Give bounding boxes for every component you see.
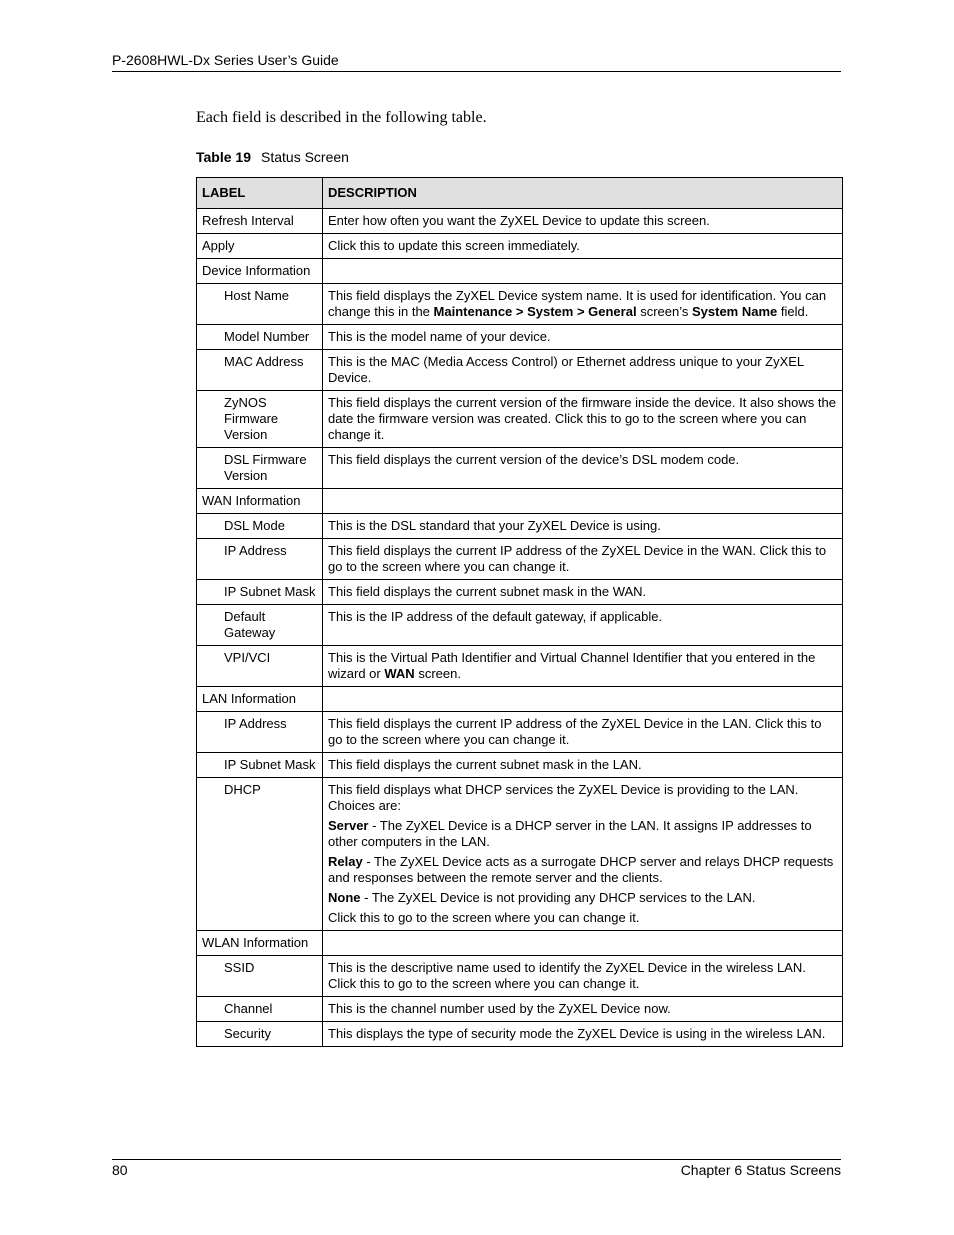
- table-row: [197, 259, 843, 284]
- description-text: field.: [777, 304, 809, 319]
- row-description: [323, 580, 843, 605]
- table-row: [197, 325, 843, 350]
- row-description: [323, 712, 843, 753]
- table-row: [197, 234, 843, 259]
- description-paragraph: [328, 716, 837, 748]
- status-screen-table: [196, 177, 843, 1047]
- row-label: Default Gateway: [197, 605, 323, 646]
- row-label: IP Address: [197, 712, 323, 753]
- column-header-label: LABEL: [197, 178, 323, 209]
- row-label: VPI/VCI: [197, 646, 323, 687]
- table-row: [197, 687, 843, 712]
- table-row: [197, 931, 843, 956]
- table-row: [197, 539, 843, 580]
- description-text: This field displays the current IP address of the ZyXEL Device in the LAN. Click this to go to the screen where you can change it.: [328, 716, 822, 747]
- description-text: This is the model name of your device.: [328, 329, 551, 344]
- bold-term: System Name: [691, 304, 778, 319]
- table-row: [197, 778, 843, 931]
- description-paragraph: [328, 584, 837, 600]
- description-text: This field displays the current subnet mask in the WAN.: [328, 584, 647, 599]
- table-row: [197, 712, 843, 753]
- table-row: [197, 997, 843, 1022]
- description-paragraph: [328, 288, 837, 320]
- bold-term: Relay: [328, 854, 363, 869]
- table-row: [197, 580, 843, 605]
- description-paragraph: [328, 452, 837, 468]
- description-text: This field displays the ZyXEL Device system name. It is used for identification. You can change this in the: [328, 288, 827, 319]
- row-label: MAC Address: [197, 350, 323, 391]
- row-description: [323, 209, 843, 234]
- row-label: Security: [197, 1022, 323, 1047]
- row-description: [323, 997, 843, 1022]
- table-body: [197, 209, 843, 1047]
- table-row: [197, 605, 843, 646]
- description-paragraph: [328, 960, 837, 992]
- table-header-row: [197, 178, 843, 209]
- description-text: This displays the type of security mode the ZyXEL Device is using in the wireless LAN.: [328, 1026, 826, 1041]
- row-label: IP Subnet Mask: [197, 753, 323, 778]
- table-row: [197, 284, 843, 325]
- table-row: [197, 514, 843, 539]
- row-description: [323, 391, 843, 448]
- row-description: [323, 687, 843, 712]
- table-caption: [196, 149, 349, 166]
- table-row: [197, 489, 843, 514]
- description-text: This is the channel number used by the ZyXEL Device now.: [328, 1001, 671, 1016]
- row-description: [323, 956, 843, 997]
- row-label: SSID: [197, 956, 323, 997]
- description-paragraph: [328, 650, 837, 682]
- description-paragraph: [328, 854, 837, 886]
- description-text: Click this to update this screen immediately.: [328, 238, 580, 253]
- row-description: [323, 448, 843, 489]
- description-text: - The ZyXEL Device acts as a surrogate DHCP server and relays DHCP requests and responses between the remote server and the clients.: [328, 854, 834, 885]
- description-paragraph: [328, 238, 837, 254]
- table-row: [197, 753, 843, 778]
- description-paragraph: [328, 890, 837, 906]
- column-header-description: DESCRIPTION: [323, 178, 843, 209]
- row-label: Device Information: [197, 259, 323, 284]
- row-label: ZyNOS Firmware Version: [197, 391, 323, 448]
- description-paragraph: [328, 354, 837, 386]
- table-row: [197, 391, 843, 448]
- table-caption-number: Table 19: [196, 149, 251, 165]
- description-text: This field displays the current subnet mask in the LAN.: [328, 757, 642, 772]
- description-paragraph: [328, 757, 837, 773]
- row-description: [323, 539, 843, 580]
- bold-term: None: [328, 890, 361, 905]
- table-row: [197, 956, 843, 997]
- table-caption-title: Status Screen: [261, 149, 349, 165]
- row-label: Host Name: [197, 284, 323, 325]
- description-text: This field displays the current IP address of the ZyXEL Device in the WAN. Click this to go to the screen where you can change it.: [328, 543, 827, 574]
- header-rule: [112, 71, 841, 72]
- description-text: screen.: [414, 666, 461, 681]
- description-paragraph: [328, 782, 837, 814]
- row-label: DSL Firmware Version: [197, 448, 323, 489]
- description-paragraph: [328, 818, 837, 850]
- row-label: Apply: [197, 234, 323, 259]
- row-label: IP Subnet Mask: [197, 580, 323, 605]
- description-text: This is the DSL standard that your ZyXEL Device is using.: [328, 518, 661, 533]
- bold-term: WAN: [384, 666, 415, 681]
- description-text: This field displays what DHCP services the ZyXEL Device is providing to the LAN. Choices are:: [328, 782, 799, 813]
- row-description: [323, 325, 843, 350]
- description-paragraph: [328, 395, 837, 443]
- row-label: Channel: [197, 997, 323, 1022]
- description-paragraph: [328, 1026, 837, 1042]
- running-header: P-2608HWL-Dx Series User’s Guide: [112, 52, 339, 68]
- description-paragraph: [328, 1001, 837, 1017]
- description-text: Enter how often you want the ZyXEL Device to update this screen.: [328, 213, 710, 228]
- row-description: [323, 646, 843, 687]
- table-row: [197, 448, 843, 489]
- row-label: WLAN Information: [197, 931, 323, 956]
- row-description: [323, 259, 843, 284]
- chapter-title: Chapter 6 Status Screens: [680, 1162, 841, 1178]
- row-description: [323, 350, 843, 391]
- description-text: This is the IP address of the default gateway, if applicable.: [328, 609, 663, 624]
- row-description: [323, 514, 843, 539]
- bold-term: Maintenance > System > General: [433, 304, 637, 319]
- description-text: This is the descriptive name used to identify the ZyXEL Device in the wireless LAN. Click this to go to the screen where you can change it.: [328, 960, 806, 991]
- intro-text: Each field is described in the following table.: [196, 109, 487, 126]
- description-text: Click this to go to the screen where you can change it.: [328, 910, 640, 925]
- row-description: [323, 284, 843, 325]
- row-label: DSL Mode: [197, 514, 323, 539]
- description-paragraph: [328, 543, 837, 575]
- page-number: 80: [112, 1162, 128, 1178]
- description-text: - The ZyXEL Device is not providing any DHCP services to the LAN.: [360, 890, 756, 905]
- description-text: This is the MAC (Media Access Control) or Ethernet address unique to your ZyXEL Device.: [328, 354, 804, 385]
- bold-term: Server: [328, 818, 369, 833]
- description-text: screen’s: [636, 304, 692, 319]
- table-row: [197, 646, 843, 687]
- row-label: IP Address: [197, 539, 323, 580]
- row-label: WAN Information: [197, 489, 323, 514]
- description-paragraph: [328, 910, 837, 926]
- description-text: This field displays the current version of the device’s DSL modem code.: [328, 452, 740, 467]
- row-description: [323, 1022, 843, 1047]
- description-paragraph: [328, 213, 837, 229]
- row-label: LAN Information: [197, 687, 323, 712]
- row-description: [323, 778, 843, 931]
- table-row: [197, 1022, 843, 1047]
- row-description: [323, 489, 843, 514]
- description-text: - The ZyXEL Device is a DHCP server in the LAN. It assigns IP addresses to other computers in the LAN.: [328, 818, 812, 849]
- footer-rule: [112, 1159, 841, 1160]
- description-text: This is the Virtual Path Identifier and Virtual Channel Identifier that you entered in the wizard or: [328, 650, 816, 681]
- table-row: [197, 350, 843, 391]
- description-paragraph: [328, 518, 837, 534]
- row-label: DHCP: [197, 778, 323, 931]
- table-row: [197, 209, 843, 234]
- row-description: [323, 605, 843, 646]
- description-paragraph: [328, 609, 837, 625]
- row-description: [323, 931, 843, 956]
- row-label: Refresh Interval: [197, 209, 323, 234]
- description-text: This field displays the current version of the firmware inside the device. It also shows the date the firmware version was created. Click this to go to the screen where you can change it.: [328, 395, 836, 442]
- description-paragraph: [328, 329, 837, 345]
- row-description: [323, 234, 843, 259]
- row-label: Model Number: [197, 325, 323, 350]
- row-description: [323, 753, 843, 778]
